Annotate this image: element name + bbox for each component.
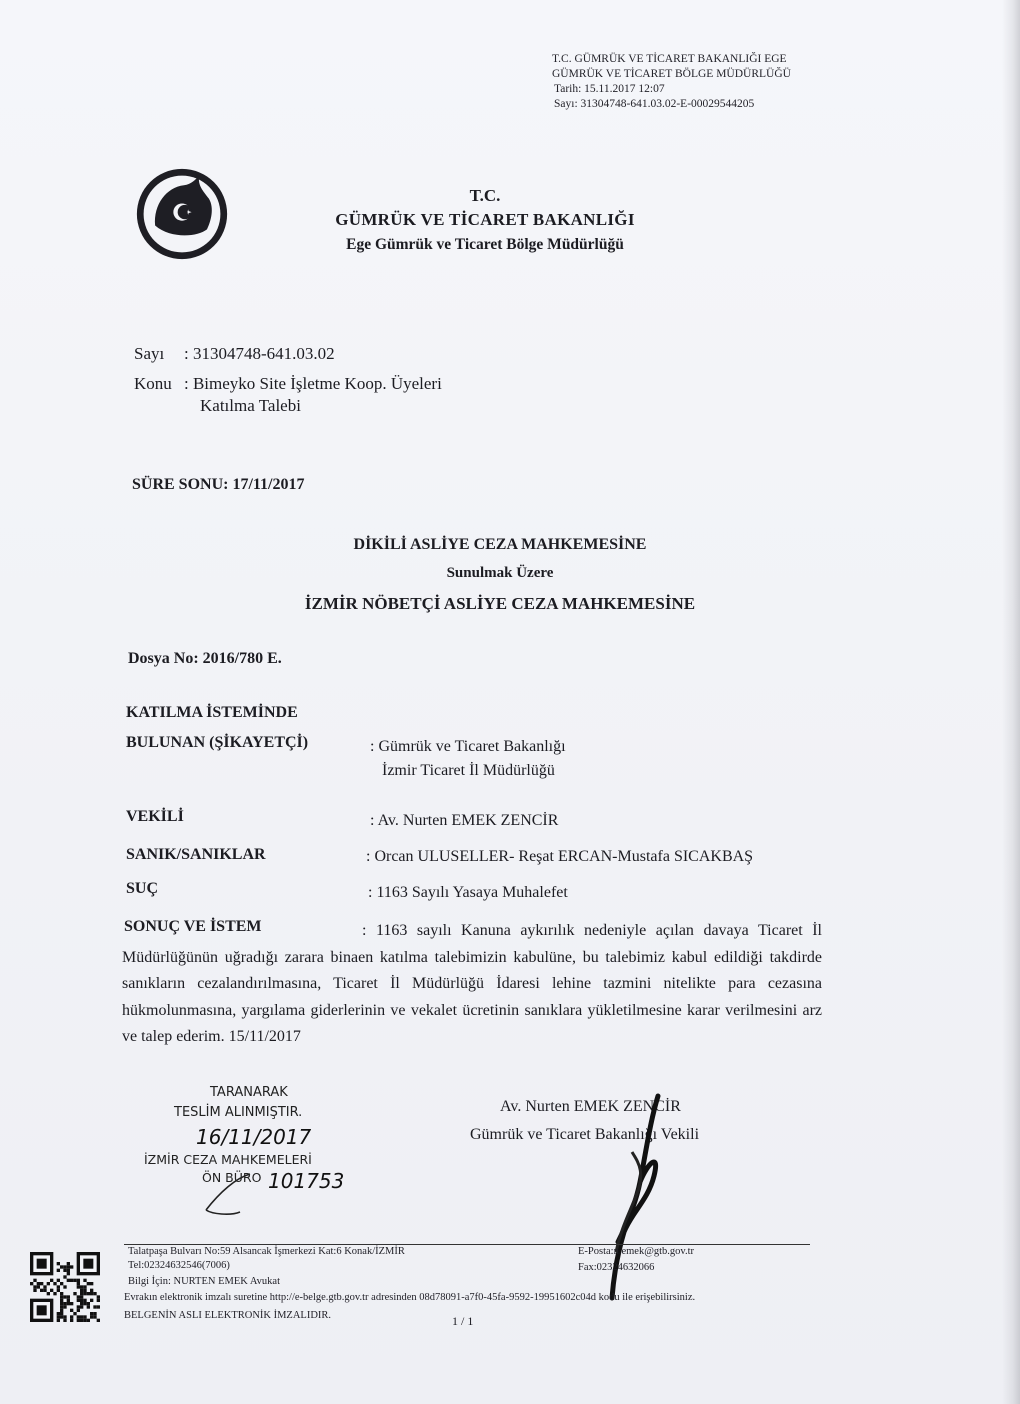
footer-divider (124, 1244, 810, 1245)
sayi-label: Sayı (134, 344, 165, 363)
scan-shadow (1002, 0, 1020, 1404)
header-ministry: GÜMRÜK VE TİCARET BAKANLIĞI (335, 210, 635, 229)
receipt-line4: ÖN BÜRO (202, 1170, 262, 1185)
deadline: SÜRE SONU: 17/11/2017 (132, 476, 305, 493)
receipt-date: 16/11/2017 (196, 1125, 312, 1149)
konu-label: Konu (134, 374, 172, 393)
e-stamp-line2: GÜMRÜK VE TİCARET BÖLGE MÜDÜRLÜĞÜ (552, 68, 791, 80)
footer-esig: BELGENİN ASLI ELEKTRONİK İMZALIDIR. (124, 1310, 332, 1321)
court-line2: Sunulmak Üzere (446, 565, 554, 581)
vekil-value: : Av. Nurten EMEK ZENCİR (370, 812, 559, 829)
sanik-value: : Orcan ULUSELLER- Reşat ERCAN-Mustafa SICAKBAŞ (366, 848, 754, 865)
header-tc: T.C. (469, 186, 501, 205)
sonuc-label: SONUÇ VE İSTEM (124, 918, 262, 935)
footer-fax: Fax:02324632066 (578, 1262, 655, 1273)
footer-email: E-Posta:n.emek@gtb.gov.tr (578, 1246, 695, 1257)
katilma-label: KATILMA İSTEMİNDE (126, 704, 298, 721)
footer-tel: Tel:02324632546(7006) (128, 1260, 230, 1271)
receipt-line2: TESLİM ALINMIŞTIR. (174, 1105, 303, 1120)
signer-role: Gümrük ve Ticaret Bakanlığı Vekili (470, 1126, 700, 1143)
e-stamp-line1: T.C. GÜMRÜK VE TİCARET BAKANLIĞI EGE (552, 53, 787, 65)
footer-info: Bilgi İçin: NURTEN EMEK Avukat (128, 1276, 280, 1287)
court-line3: İZMİR NÖBETÇİ ASLİYE CEZA MAHKEMESİNE (304, 594, 696, 613)
court-line1: DİKİLİ ASLİYE CEZA MAHKEMESİNE (353, 536, 647, 553)
receipt-line1: TARANARAK (210, 1085, 288, 1100)
electronic-stamp (552, 52, 791, 112)
qr-code-icon (30, 1252, 100, 1322)
katilma-value-cont: İzmir Ticaret İl Müdürlüğü (382, 762, 555, 779)
suc-label: SUÇ (126, 880, 159, 897)
footer-verify: Evrakın elektronik imzalı suretine http://e-belge.gtb.gov.tr adresinden 08d78091-a7f0-45fa-9592-19951602c04d kodu ile erişebilirsiniz. (124, 1292, 696, 1303)
request-body: : 1163 sayılı Kanuna aykırılık nedeniyle açılan davaya Ticaret İl Müdürlüğünün uğradığı zarara binaen katılma talebimizin kabulüne, bu talebimiz kabul edildiği takdirde sanıkların cezalandırılmasına, Ticaret İl Müdürlüğü İdaresi lehine tazmini nitelikte para cezasına hükmolunmasına, yargılama giderlerinin ve vekalet ücretinin sanıklara yükletilmesine karar verilmesini arz ve talep ederim. 15/11/2017 (122, 922, 822, 1045)
e-stamp-line3: Tarih: 15.11.2017 12:07 (554, 83, 665, 95)
ministry-seal-icon (134, 166, 230, 262)
sayi-value: : 31304748-641.03.02 (184, 344, 335, 363)
katilma-value: : Gümrük ve Ticaret Bakanlığı (370, 738, 566, 755)
file-number: Dosya No: 2016/780 E. (128, 650, 282, 667)
footer-address: Talatpaşa Bulvarı No:59 Alsancak İşmerkezi Kat:6 Konak/İZMİR (128, 1246, 405, 1257)
konu-value: : Bimeyko Site İşletme Koop. Üyeleri (184, 374, 442, 393)
page-number: 1 / 1 (452, 1314, 474, 1328)
receipt-line3: İZMİR CEZA MAHKEMELERİ (144, 1152, 312, 1167)
signer-name: Av. Nurten EMEK ZENCİR (500, 1098, 681, 1115)
suc-value: : 1163 Sayılı Yasaya Muhalefet (368, 884, 568, 901)
sanik-label: SANIK/SANIKLAR (126, 846, 266, 863)
receipt-number: 101753 (268, 1169, 345, 1193)
katilma-label-cont: BULUNAN (ŞİKAYETÇİ) (126, 734, 309, 751)
konu-value-cont: Katılma Talebi (200, 396, 301, 415)
vekil-label: VEKİLİ (126, 808, 184, 825)
e-stamp-line4: Sayı: 31304748-641.03.02-E-00029544205 (554, 98, 755, 110)
receipt-stamp (140, 1082, 390, 1232)
header-directorate: Ege Gümrük ve Ticaret Bölge Müdürlüğü (346, 236, 624, 253)
